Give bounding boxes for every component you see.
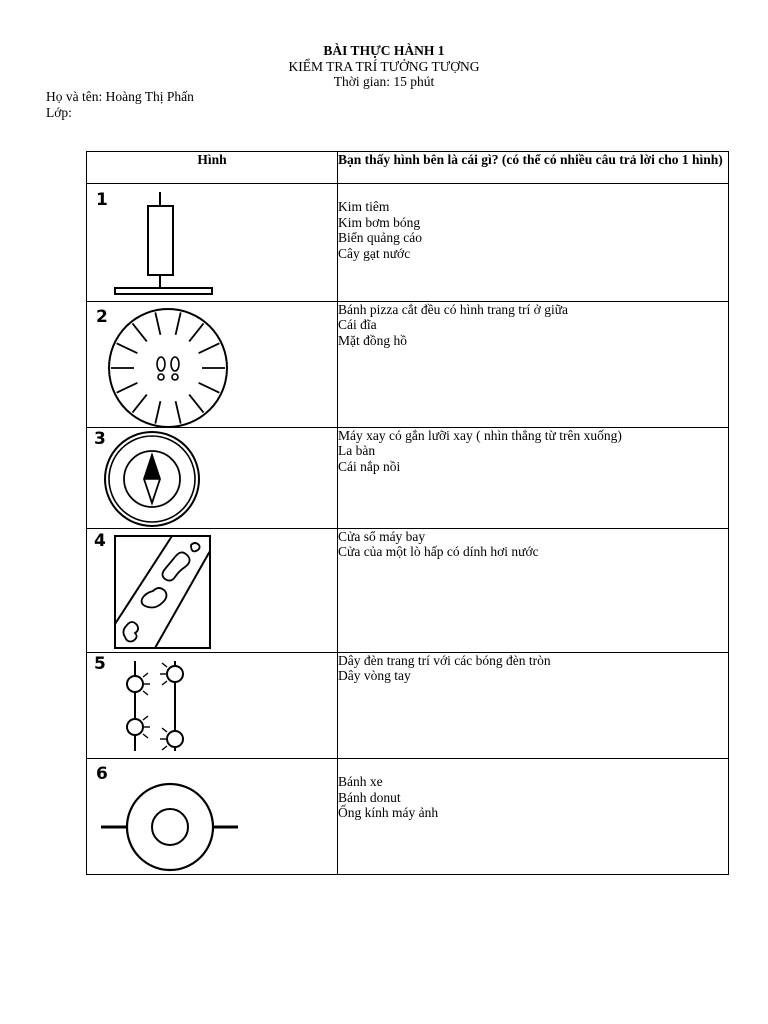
answer-line: Cây gạt nước [338,245,411,261]
syringe-figure [87,184,337,301]
answer-line [338,759,728,774]
table-row [87,428,729,529]
answer-line [338,184,728,199]
string-lights-figure [87,653,337,758]
answer-cell [338,428,729,529]
answer-cell [338,529,729,653]
answer-line: Biển quảng cáo [338,230,422,246]
time-limit: Thời gian: 15 phút [333,74,435,89]
answer-line: Kim tiêm [338,199,390,215]
figure-cell [87,653,338,759]
answer-cell [338,302,729,428]
answer-line: Mặt đồng hồ [338,332,407,348]
table-header-row [87,152,729,184]
figure-cell [87,759,338,875]
document-subtitle: KIỂM TRA TRÍ TƯỞNG TƯỢNG [288,58,480,74]
answer-line: Cửa của một lò hấp có dính hơi nước [338,544,539,560]
figure-cell [87,184,338,302]
answer-line: Cái nắp nồi [338,458,401,474]
answer-line: Dây vòng tay [338,668,411,684]
document-title: BÀI THỰC HÀNH 1 [323,43,445,58]
figure-number: 3 [94,429,106,449]
student-class: Lớp: [46,104,72,120]
student-name: Họ và tên: Hoàng Thị Phấn [46,89,194,104]
answer-column-header: Bạn thấy hình bên là cái gì? (có thể có nhiều câu trả lời cho 1 hình) [338,152,729,184]
answer-line: Cái đĩa [338,317,377,333]
answer-line: Ống kính máy ảnh [338,805,439,821]
answer-line: Kim bơm bóng [338,214,421,230]
figure-number: 5 [94,654,106,674]
compass-figure [87,428,337,528]
answer-table [86,151,729,875]
answer-line: Bánh donut [338,789,401,805]
answer-line: Bánh xe [338,774,383,790]
answer-line: Dây đèn trang trí với các bóng đèn tròn [338,653,551,668]
table-row [87,759,729,875]
figure-number: 2 [96,307,108,327]
figure-cell [87,529,338,653]
answer-line: Cửa sổ máy bay [338,529,426,544]
answer-cell [338,653,729,759]
answer-line: Bánh pizza cắt đều có hình trang trí ở giữa [338,302,569,317]
wheel-figure [87,759,337,874]
figure-column-header: Hình [87,152,338,184]
figure-number: 1 [96,190,108,210]
figure-number: 6 [96,764,108,784]
pizza-figure [87,302,337,427]
figure-cell [87,302,338,428]
document-header [0,43,768,90]
table-row [87,302,729,428]
answer-cell [338,759,729,875]
window-figure [87,529,337,652]
answer-cell [338,184,729,302]
figure-cell [87,428,338,529]
student-info [46,89,194,120]
table-row [87,529,729,653]
figure-number: 4 [94,531,106,551]
table-row [87,184,729,302]
table-row [87,653,729,759]
answer-line: Máy xay có gắn lưỡi xay ( nhìn thẳng từ trên xuống) [338,428,622,443]
answer-line: La bàn [338,443,376,459]
